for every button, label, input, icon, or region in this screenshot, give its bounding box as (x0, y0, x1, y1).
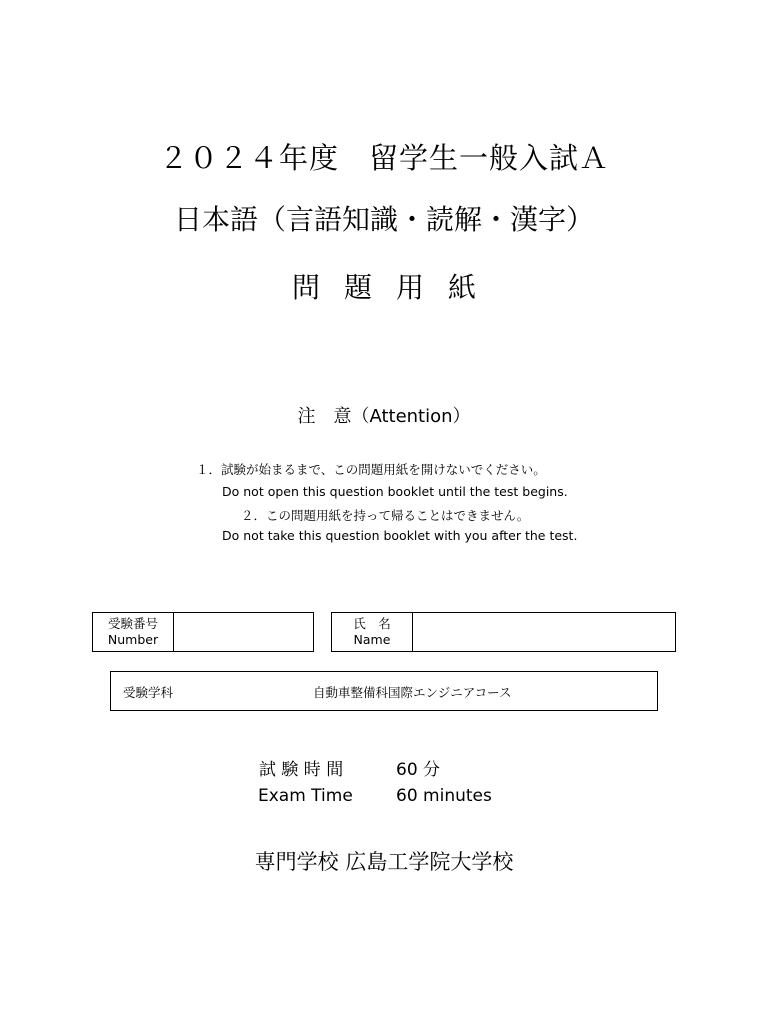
exam-subject-title: 日本語（言語知識・読解・漢字） (173, 203, 594, 236)
exam-title-year: ２０２４年度 留学生一般入試Ａ (158, 141, 609, 175)
note-1-english: Do not open this question booklet until the test begins. (222, 484, 568, 499)
name-label-ja: 氏 名 (353, 616, 391, 631)
exam-time-label-en: Exam Time (258, 786, 353, 806)
exam-number-box (92, 612, 314, 652)
note-2-english: Do not take this question booklet with you after the test. (222, 528, 578, 543)
exam-time-value-ja: 60 分 (396, 760, 441, 780)
name-label (332, 616, 412, 648)
note-2-japanese: ２．この問題用紙を持って帰ることはできません。 (241, 508, 530, 523)
department-box (110, 671, 658, 711)
school-name: 専門学校 広島工学院大学校 (254, 850, 514, 874)
exam-number-label (93, 616, 173, 648)
name-box (331, 612, 676, 652)
exam-number-label-en: Number (107, 632, 159, 647)
exam-number-label-ja: 受験番号 (107, 616, 158, 631)
department-value: 自動車整備科国際エンジニアコース (313, 685, 512, 700)
name-label-en: Name (353, 632, 391, 647)
attention-heading: 注 意（Attention） (297, 406, 471, 427)
exam-time-value-en: 60 minutes (396, 786, 492, 806)
note-1-japanese: １．試験が始まるまで、この問題用紙を開けないでください。 (196, 462, 546, 477)
question-paper-title: 問題用紙 (291, 271, 500, 304)
exam-time-label-ja: 試 験 時 間 (259, 760, 344, 780)
exam-number-field[interactable] (174, 613, 313, 651)
department-label: 受験学科 (123, 685, 174, 700)
name-field[interactable] (413, 613, 675, 651)
